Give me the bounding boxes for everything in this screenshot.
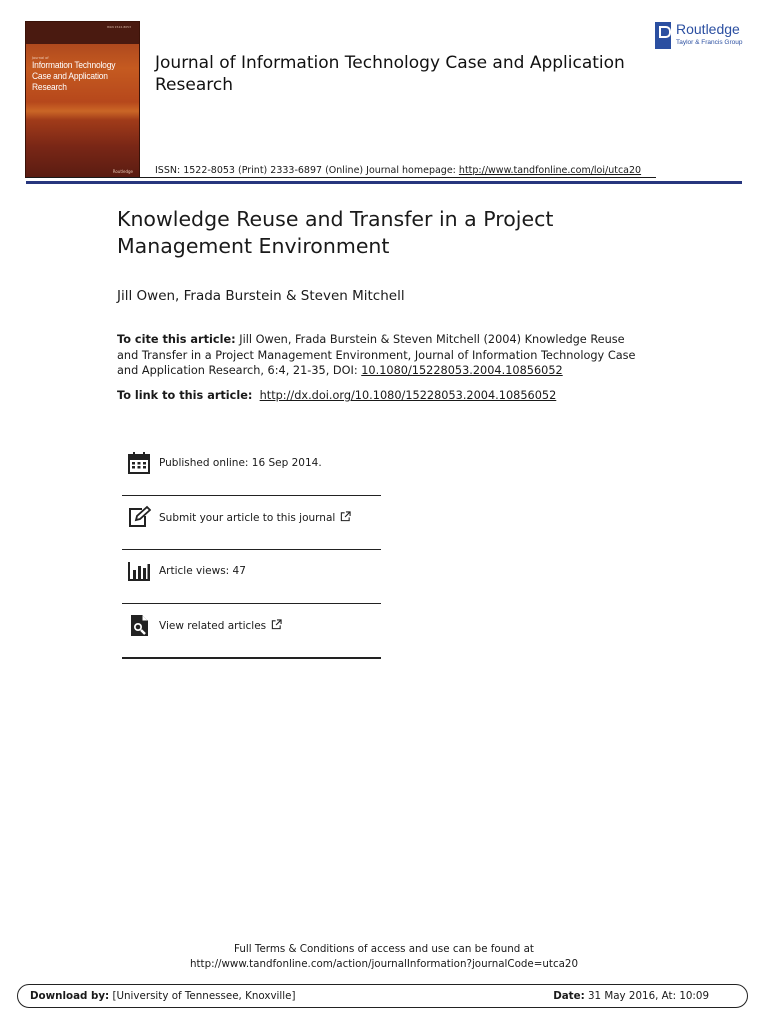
download-by-value: [University of Tennessee, Knoxville]	[109, 990, 296, 1002]
journal-cover-image	[26, 22, 139, 177]
terms-url[interactable]: http://www.tandfonline.com/action/journalInformation?journalCode=utca20	[189, 958, 579, 970]
article-authors: Jill Owen, Frada Burstein & Steven Mitchell	[117, 288, 405, 304]
download-date-label: Date:	[553, 990, 585, 1002]
submit-article-label: Submit your article to this journal	[159, 512, 336, 524]
meta-row-views	[122, 550, 381, 604]
link-label: To link to this article:	[117, 389, 253, 402]
link-line	[117, 389, 556, 402]
cover-issn: ISSN 1522-8053	[106, 25, 131, 29]
routledge-r-icon	[655, 22, 671, 49]
published-date: Published online: 16 Sep 2014.	[159, 457, 322, 469]
download-date-value: 31 May 2016, At: 10:09	[584, 990, 709, 1002]
edit-icon	[127, 505, 151, 529]
download-date	[553, 990, 709, 1002]
download-info-bar	[17, 984, 748, 1008]
calendar-icon	[127, 451, 151, 475]
header-blue-rule	[26, 181, 742, 184]
journal-homepage-link[interactable]: http://www.tandfonline.com/loi/utca20	[458, 165, 642, 176]
download-by-label: Download by:	[30, 990, 110, 1002]
article-doi-url-link[interactable]: http://dx.doi.org/10.1080/15228053.2004.10856052	[259, 389, 557, 402]
cover-light-band	[26, 102, 139, 120]
journal-title: Journal of Information Technology Case and Application Research	[155, 53, 625, 95]
download-by	[30, 990, 295, 1002]
cover-title: Information Technology Case and Application Research	[32, 60, 116, 93]
article-meta-box	[122, 442, 381, 659]
issn-line	[155, 165, 641, 176]
article-views: Article views: 47	[159, 565, 246, 577]
publisher-group: Taylor & Francis Group	[676, 39, 743, 46]
issn-text: ISSN: 1522-8053 (Print) 2333-6897 (Online) Journal homepage:	[155, 165, 459, 176]
terms-notice	[0, 942, 768, 972]
search-document-icon	[127, 613, 151, 637]
cover-top-band	[26, 22, 139, 44]
citation-label: To cite this article:	[117, 333, 236, 346]
cover-publisher-mark: Routledge	[112, 169, 133, 174]
related-articles-label: View related articles	[159, 620, 267, 632]
meta-row-related[interactable]	[122, 604, 381, 659]
related-articles-link[interactable]	[159, 619, 282, 632]
cover-small-text: Journal of	[32, 56, 49, 60]
article-title: Knowledge Reuse and Transfer in a Project Management Environment	[117, 207, 554, 258]
meta-row-published	[122, 442, 381, 496]
citation-text: Jill Owen, Frada Burstein & Steven Mitchell (2004) Knowledge Reuse and Transfer in a Project Management Environment, Journal of Information Technology Case and Application Research, 6:4, 21-35, DOI:	[117, 333, 636, 377]
terms-line-1: Full Terms & Conditions of access and use can be found at	[234, 943, 534, 955]
bar-chart-icon	[127, 559, 151, 583]
external-link-icon	[271, 619, 282, 630]
submit-article-link[interactable]	[159, 511, 351, 524]
citation-block	[117, 332, 647, 379]
publisher-name: Routledge	[676, 21, 740, 37]
meta-row-submit[interactable]	[122, 496, 381, 550]
external-link-icon	[340, 511, 351, 522]
header-rule	[26, 177, 656, 178]
doi-link[interactable]: 10.1080/15228053.2004.10856052	[361, 364, 563, 377]
